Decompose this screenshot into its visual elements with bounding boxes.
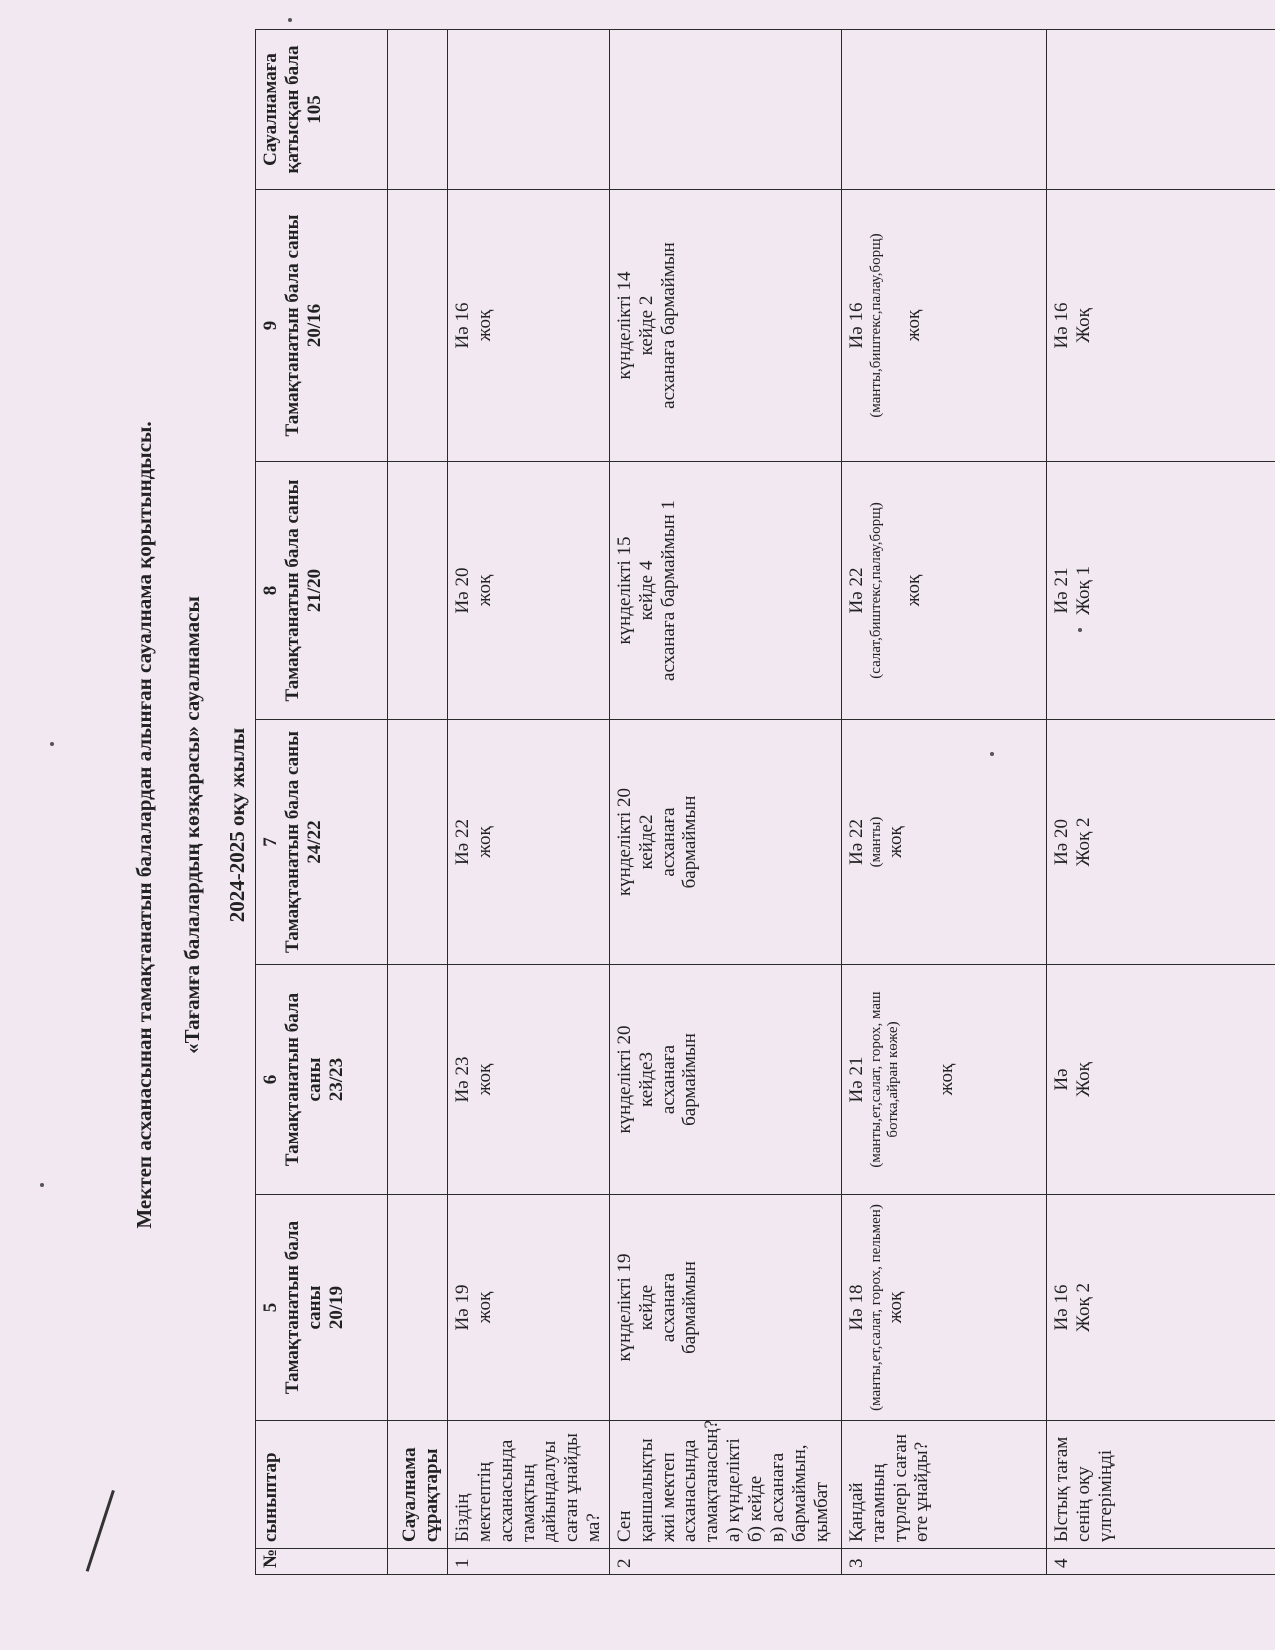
grade8-answer	[609, 462, 841, 720]
answer-yes: Иә	[1050, 1068, 1072, 1091]
answer-daily: күнделікті 20	[613, 787, 635, 897]
answer-no: жоқ	[936, 1063, 958, 1096]
grade5-label: Тамақтанатын бала саны	[281, 1220, 325, 1395]
classes-header: сыныптар	[256, 1421, 388, 1549]
answer-no: жоқ	[473, 1291, 495, 1324]
total-value: 105	[303, 95, 325, 124]
grade6-header	[256, 965, 388, 1195]
answer-no-canteen: асханаға	[657, 807, 679, 877]
answer-no-canteen: асханаға бармаймын	[657, 242, 679, 409]
answer-no: жоқ	[885, 1291, 906, 1324]
empty-cell	[388, 965, 448, 1195]
table-row	[609, 30, 841, 1575]
grade9-header	[256, 190, 388, 462]
answer-sometimes: кейде 4	[635, 560, 657, 621]
grade9-count: 20/16	[303, 303, 325, 348]
answer-no: жоқ	[473, 574, 495, 607]
header-row	[256, 30, 388, 1575]
question-option: в) асханаға бармаймын, қымбат	[766, 1444, 832, 1542]
school-year: 2024-2025 оқу жылы	[225, 727, 249, 923]
answer-no-canteen: асханаға	[657, 1044, 679, 1115]
answer-no: жоқ	[903, 309, 924, 342]
grade8-number: 8	[260, 585, 281, 596]
grade6-count: 23/23	[325, 1057, 347, 1102]
answer-dishes: (салат,биштекс,палау,борщ)	[867, 502, 884, 679]
grade6-label: Тамақтанатын бала саны	[281, 992, 325, 1167]
question-option: б) кейде	[744, 1475, 766, 1542]
answer-yes: Иә 18	[845, 1284, 867, 1331]
answer-no-canteen: бармаймын	[679, 795, 701, 889]
grade7-answer	[841, 720, 1046, 965]
answer-sometimes: кейде	[635, 1284, 657, 1331]
answer-daily: күнделікті 20	[613, 1025, 635, 1134]
answer-no: Жоқ 1	[1072, 565, 1094, 616]
question-text	[609, 1421, 841, 1549]
answer-sometimes: кейде 2	[635, 295, 657, 356]
answer-yes: Иә 20	[1050, 819, 1072, 865]
answer-no: жоқ	[885, 826, 906, 858]
answer-no-canteen: асханаға	[657, 1272, 679, 1343]
answer-dishes: (манты,ет,салат, горох, маш ботка,айран көже)	[867, 991, 901, 1168]
grade9-answer	[609, 190, 841, 462]
questions-label-row	[388, 30, 448, 1575]
grade5-answer	[448, 1195, 610, 1421]
answer-yes: Иә 21	[1050, 567, 1072, 614]
total-header	[256, 30, 388, 190]
answer-yes: Иә 16	[1050, 302, 1072, 349]
answer-dishes: (манты,ет,салат, горох, пельмен)	[867, 1204, 884, 1411]
grade6-answer	[448, 965, 610, 1195]
grade9-label: Тамақтанатын бала саны	[281, 214, 303, 437]
grade7-count: 24/22	[303, 820, 325, 864]
num-header: №	[256, 1549, 388, 1575]
question-main: Сен қаншалықты жиі мектеп асханасында тамақтанасың?	[613, 1420, 723, 1542]
answer-dishes: (манты)	[867, 816, 884, 868]
grade7-number: 7	[260, 837, 281, 847]
grade5-header	[256, 1195, 388, 1421]
total-answer	[841, 30, 1046, 190]
grade5-answer	[841, 1195, 1046, 1421]
survey-table	[255, 29, 1275, 1575]
answer-sometimes: кейде3	[635, 1052, 657, 1107]
empty-cell	[388, 190, 448, 462]
answer-daily: күнделікті 19	[613, 1253, 635, 1362]
grade5-answer	[609, 1195, 841, 1421]
grade6-answer	[841, 965, 1046, 1195]
answer-no: Жоқ	[1072, 308, 1094, 343]
answer-yes: Иә 19	[452, 1284, 473, 1331]
table-row	[448, 30, 610, 1575]
answer-sometimes: кейде2	[635, 814, 657, 870]
answer-yes: Иә 23	[452, 1056, 473, 1103]
grade8-label: Тамақтанатын бала саны	[281, 479, 303, 702]
document-title: Мектеп асханасынан тамақтанатын балалардан алынған сауалнама қорытындысы.	[132, 421, 156, 1229]
row-number: 1	[448, 1549, 610, 1575]
total-answer	[1046, 30, 1275, 190]
grade7-answer	[448, 720, 610, 965]
answer-yes: Иә 16	[452, 302, 473, 349]
grade8-count: 21/20	[303, 568, 325, 613]
grade7-answer	[1046, 720, 1275, 965]
grade6-number: 6	[260, 1074, 281, 1085]
answer-yes: Иә 16	[1050, 1284, 1072, 1331]
answer-no: жоқ	[903, 574, 924, 607]
answer-no-canteen: асханаға бармаймын 1	[657, 500, 679, 681]
grade9-answer	[841, 190, 1046, 462]
answer-no-canteen: бармаймын	[679, 1033, 701, 1126]
answer-no: жоқ	[473, 826, 495, 858]
question-text: Біздің мектептің асханасында тамақтың дайындалуы саған ұнайды ма?	[448, 1421, 610, 1549]
empty-cell	[388, 1549, 448, 1575]
total-answer	[609, 30, 841, 190]
answer-no: Жоқ 2	[1072, 817, 1094, 867]
question-text: Ыстық тағам сенің оқу үлгеріміңді	[1046, 1421, 1275, 1549]
questions-label: Сауалнама сұрақтары	[388, 1421, 448, 1549]
answer-yes: Иә 20	[452, 567, 473, 614]
row-number: 3	[841, 1549, 1046, 1575]
answer-yes: Иә 22	[452, 819, 473, 865]
grade9-number: 9	[260, 320, 281, 331]
answer-daily: күнделікті 15	[613, 536, 635, 645]
answer-daily: күнделікті 14	[613, 271, 635, 380]
survey-subtitle: «Тағамға балалардың көзқарасы» сауалнамасы	[180, 596, 204, 1054]
grade5-number: 5	[260, 1302, 281, 1313]
answer-no: жоқ	[473, 309, 495, 342]
answer-dishes: (манты,биштекс,палау,борщ)	[867, 233, 884, 418]
row-number: 2	[609, 1549, 841, 1575]
grade6-answer	[1046, 965, 1275, 1195]
row-number: 4	[1046, 1549, 1275, 1575]
grade7-answer	[609, 720, 841, 965]
total-label: Сауалнамаға қатысқан бала	[260, 45, 303, 174]
grade7-header	[256, 720, 388, 965]
table-row	[841, 30, 1046, 1575]
answer-no-canteen: бармаймын	[679, 1261, 701, 1354]
answer-yes: Иә 16	[845, 302, 867, 349]
grade5-answer	[1046, 1195, 1275, 1421]
empty-cell	[388, 30, 448, 190]
answer-yes: Иә 22	[845, 819, 867, 865]
answer-yes: Иә 21	[845, 1056, 867, 1103]
question-text: Қандай тағамның түрлері саған өте ұнайды?	[841, 1421, 1046, 1549]
empty-cell	[388, 462, 448, 720]
table-row	[1046, 30, 1275, 1575]
grade5-count: 20/19	[325, 1285, 347, 1330]
grade8-answer	[448, 462, 610, 720]
empty-cell	[388, 720, 448, 965]
answer-no: Жоқ 2	[1072, 1282, 1094, 1333]
grade8-header	[256, 462, 388, 720]
answer-no: жоқ	[473, 1063, 495, 1096]
empty-cell	[388, 1195, 448, 1421]
grade8-answer	[1046, 462, 1275, 720]
grade9-answer	[448, 190, 610, 462]
answer-no: Жоқ	[1072, 1062, 1094, 1097]
answer-yes: Иә 22	[845, 567, 867, 614]
total-answer	[448, 30, 610, 190]
grade9-answer	[1046, 190, 1275, 462]
grade8-answer	[841, 462, 1046, 720]
grade6-answer	[609, 965, 841, 1195]
grade7-label: Тамақтанатын бала саны	[281, 731, 303, 953]
question-option: а) күнделікті	[723, 1438, 745, 1542]
